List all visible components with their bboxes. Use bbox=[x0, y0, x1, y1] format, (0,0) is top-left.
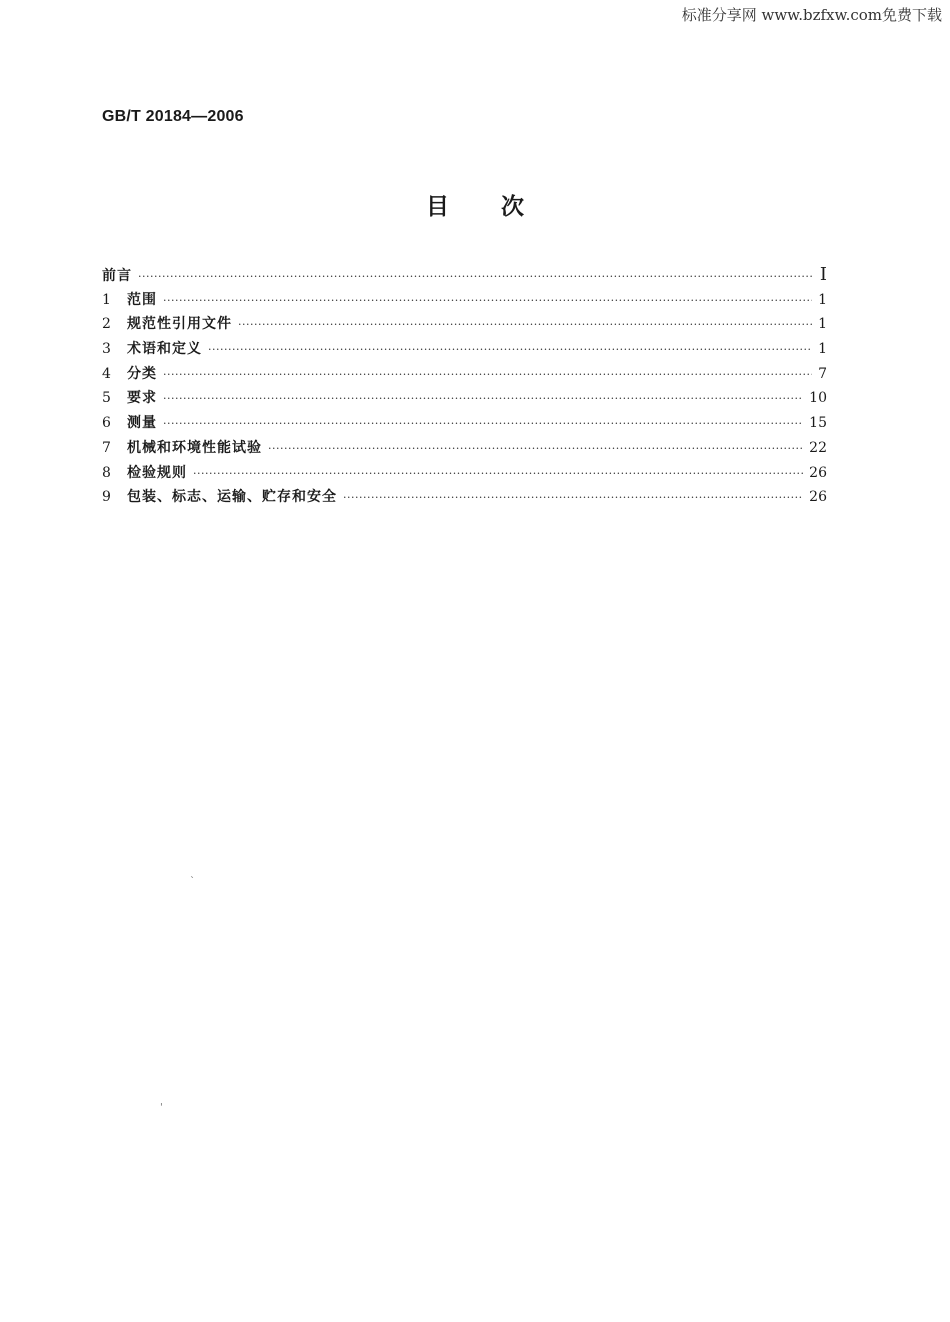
toc-entry-label: 要求 bbox=[127, 390, 157, 407]
toc-entry-6[interactable] bbox=[102, 412, 827, 437]
toc-entry-label: 分类 bbox=[127, 365, 157, 382]
toc-entry-number: 1 bbox=[102, 291, 111, 308]
toc-entry-label: 测量 bbox=[127, 415, 157, 432]
toc-entry-number: 9 bbox=[102, 489, 111, 506]
toc-title: 目次 bbox=[426, 194, 576, 220]
toc-entry-number: 8 bbox=[102, 464, 111, 481]
table-of-contents bbox=[102, 264, 827, 511]
toc-entry-7[interactable] bbox=[102, 437, 827, 462]
toc-entry-label: 检验规则 bbox=[127, 464, 187, 481]
toc-leader-dots bbox=[208, 343, 812, 356]
toc-entry-3[interactable] bbox=[102, 338, 827, 363]
toc-leader-dots bbox=[163, 417, 803, 430]
toc-entry-label: 范围 bbox=[127, 291, 157, 308]
toc-leader-dots bbox=[343, 491, 803, 504]
toc-leader-dots bbox=[163, 368, 812, 381]
toc-entry-foreword[interactable] bbox=[102, 264, 827, 289]
toc-entry-5[interactable] bbox=[102, 387, 827, 412]
toc-entry-page: 1 bbox=[818, 341, 827, 358]
standard-code: GB/T 20184—2006 bbox=[102, 108, 244, 125]
toc-leader-dots bbox=[238, 318, 812, 331]
toc-entry-number: 7 bbox=[102, 439, 111, 456]
toc-leader-dots bbox=[138, 270, 814, 283]
toc-leader-dots bbox=[163, 294, 812, 307]
toc-entry-page: 7 bbox=[818, 365, 827, 382]
toc-leader-dots bbox=[268, 442, 803, 455]
toc-entry-label: 规范性引用文件 bbox=[127, 316, 232, 333]
toc-entry-number: 4 bbox=[102, 365, 111, 382]
site-watermark: 标准分享网 www.bzfxw.com免费下载 bbox=[681, 6, 942, 24]
toc-entry-number: 5 bbox=[102, 390, 111, 407]
toc-entry-label: 前言 bbox=[102, 268, 132, 284]
toc-entry-page: 15 bbox=[809, 415, 827, 432]
toc-entry-8[interactable] bbox=[102, 462, 827, 487]
toc-entry-label: 机械和环境性能试验 bbox=[127, 439, 262, 456]
toc-entry-number: 3 bbox=[102, 341, 111, 358]
toc-entry-page: 22 bbox=[809, 439, 827, 456]
toc-entry-page: 1 bbox=[818, 316, 827, 333]
toc-entry-label: 术语和定义 bbox=[127, 341, 202, 358]
toc-entry-page: I bbox=[819, 264, 827, 285]
toc-leader-dots bbox=[163, 392, 803, 405]
scan-speck: ' bbox=[160, 1102, 163, 1113]
toc-entry-4[interactable] bbox=[102, 363, 827, 388]
toc-entry-page: 10 bbox=[809, 390, 827, 407]
toc-entry-2[interactable] bbox=[102, 313, 827, 338]
scan-speck: ` bbox=[190, 876, 195, 887]
toc-leader-dots bbox=[193, 467, 803, 480]
toc-entry-number: 6 bbox=[102, 415, 111, 432]
toc-entry-number: 2 bbox=[102, 316, 111, 333]
toc-entry-page: 26 bbox=[809, 489, 827, 506]
toc-entry-page: 1 bbox=[818, 291, 827, 308]
toc-entry-label: 包装、标志、运输、贮存和安全 bbox=[127, 489, 337, 506]
toc-entry-1[interactable] bbox=[102, 289, 827, 314]
toc-entry-page: 26 bbox=[809, 464, 827, 481]
toc-entry-9[interactable] bbox=[102, 486, 827, 511]
